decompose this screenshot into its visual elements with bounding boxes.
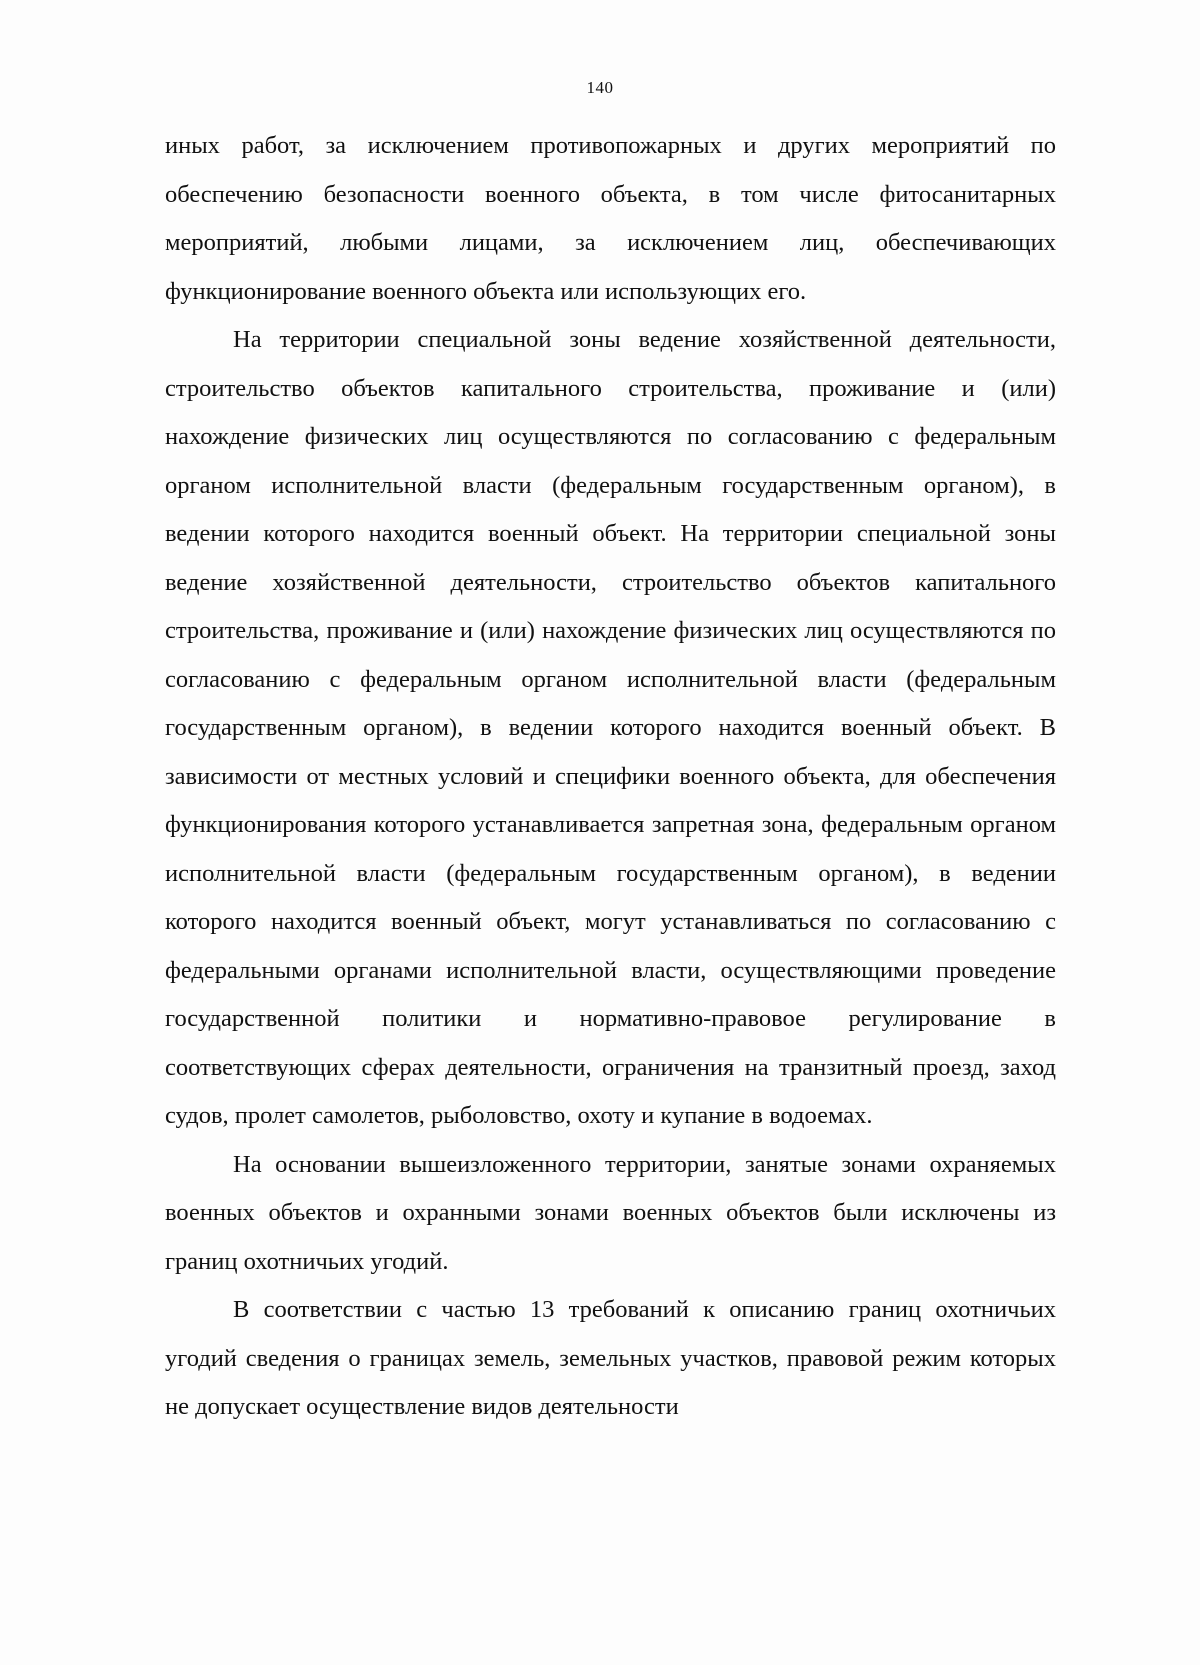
- paragraph-3: На основании вышеизложенного территории, занятые зонами охраняемых военных объектов и охранными зонами военных объектов были исключены из границ охотничьих угодий.: [165, 1150, 1056, 1275]
- paragraph-4: В соответствии с частью 13 требований к описанию границ охотничьих угодий сведения о границах земель, земельных участков, правовой режим которых не допускает осуществление видов деятельности: [165, 1296, 1056, 1420]
- body-text: [165, 122, 1056, 1432]
- page-number: 140: [586, 78, 614, 97]
- paragraph-1: иных работ, за исключением противопожарных и других мероприятий по обеспечению безопасности военного объекта, в том числе фитосанитарных мероприятий, любыми лицами, за исключением лиц, обеспечивающих функционирование военного объекта или использующих его.: [165, 132, 1056, 305]
- paragraph-2: На территории специальной зоны ведение хозяйственной деятельности, строительство объектов капитального строительства, проживание и (или) нахождение физических лиц осуществляются по согласованию с федеральным органом исполнительной власти (федеральным государственным органом), в ведении которого находится военный объект. На территории специальной зоны ведение хозяйственной деятельности, строительство объектов капитального строительства, проживание и (или) нахождение физических лиц осуществляются по согласованию с федеральным органом исполнительной власти (федеральным государственным органом), в ведении которого находится военный объект. В зависимости от местных условий и специфики военного объекта, для обеспечения функционирования которого устанавливается запретная зона, федеральным органом исполнительной власти (федеральным государственным органом), в ведении которого находится военный объект, могут устанавливаться по согласованию с федеральными органами исполнительной власти, осуществляющими проведение государственной политики и нормативно-правовое регулирование в соответствующих сферах деятельности, ограничения на транзитный проезд, заход судов, пролет самолетов, рыболовство, охоту и купание в водоемах.: [165, 326, 1056, 1129]
